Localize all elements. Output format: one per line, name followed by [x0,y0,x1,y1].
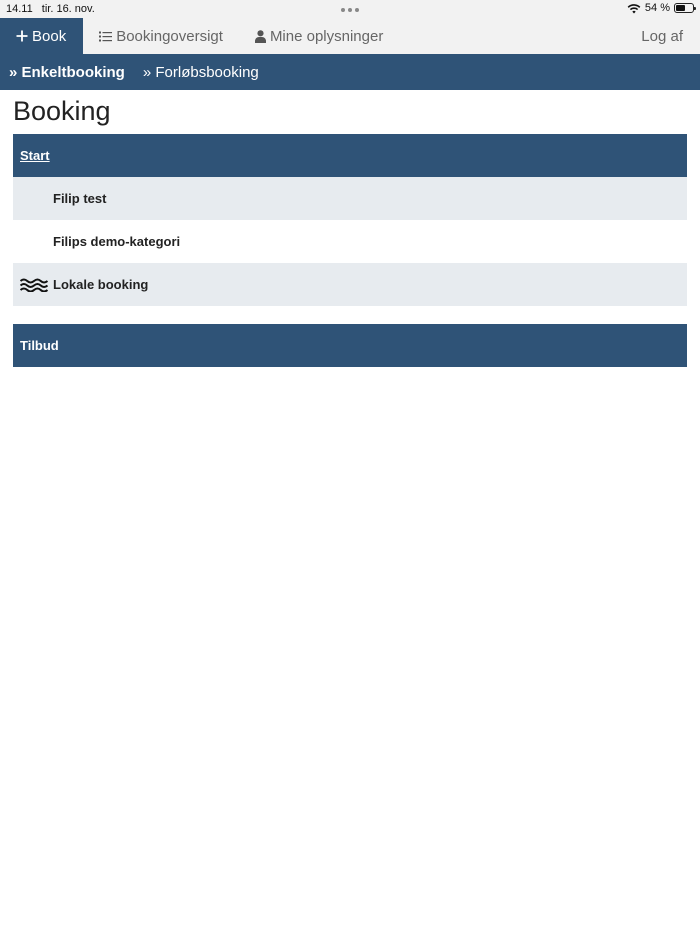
nav-booking-overview-label: Bookingoversigt [116,27,223,45]
category-label: Filips demo-kategori [53,234,181,249]
category-label: Filip test [53,191,107,206]
nav-booking-overview[interactable] [83,18,239,54]
offers-panel-header[interactable] [13,324,687,367]
start-panel-header [13,134,687,177]
logout-link[interactable] [624,18,700,54]
status-right [627,2,694,14]
offers-label: Tilbud [20,338,59,353]
user-icon [255,30,266,43]
category-label: Lokale booking [53,277,149,292]
battery-icon [674,3,694,13]
top-nav [0,18,700,54]
category-row-filips-demo[interactable] [13,220,687,263]
list-icon [99,31,112,42]
status-bar [0,0,700,18]
wifi-icon [627,3,641,14]
nav-my-info-label: Mine oplysninger [269,27,384,45]
multitasking-dots-icon[interactable] [341,8,359,12]
nav-my-info[interactable] [239,18,399,54]
status-time-date [6,3,101,15]
plus-icon [16,30,28,42]
status-date: tir. 16. nov. [41,3,95,15]
nav-book[interactable] [0,18,83,54]
nav-book-label: Book [32,27,67,45]
page-title: Booking [13,96,111,126]
category-row-filip-test[interactable] [13,177,687,220]
start-link[interactable]: Start [20,148,50,163]
category-row-lokale-booking[interactable] [13,263,687,306]
battery-percent: 54 % [644,2,670,14]
status-time: 14.11 [6,3,33,15]
waves-icon [13,278,53,292]
start-panel [13,134,687,306]
logout-label: Log af [641,27,683,45]
subnav-single-booking[interactable]: » Enkeltbooking [9,63,125,81]
sub-nav [0,54,700,90]
offers-panel [13,324,687,367]
subnav-course-booking[interactable]: » Forløbsbooking [142,63,259,81]
